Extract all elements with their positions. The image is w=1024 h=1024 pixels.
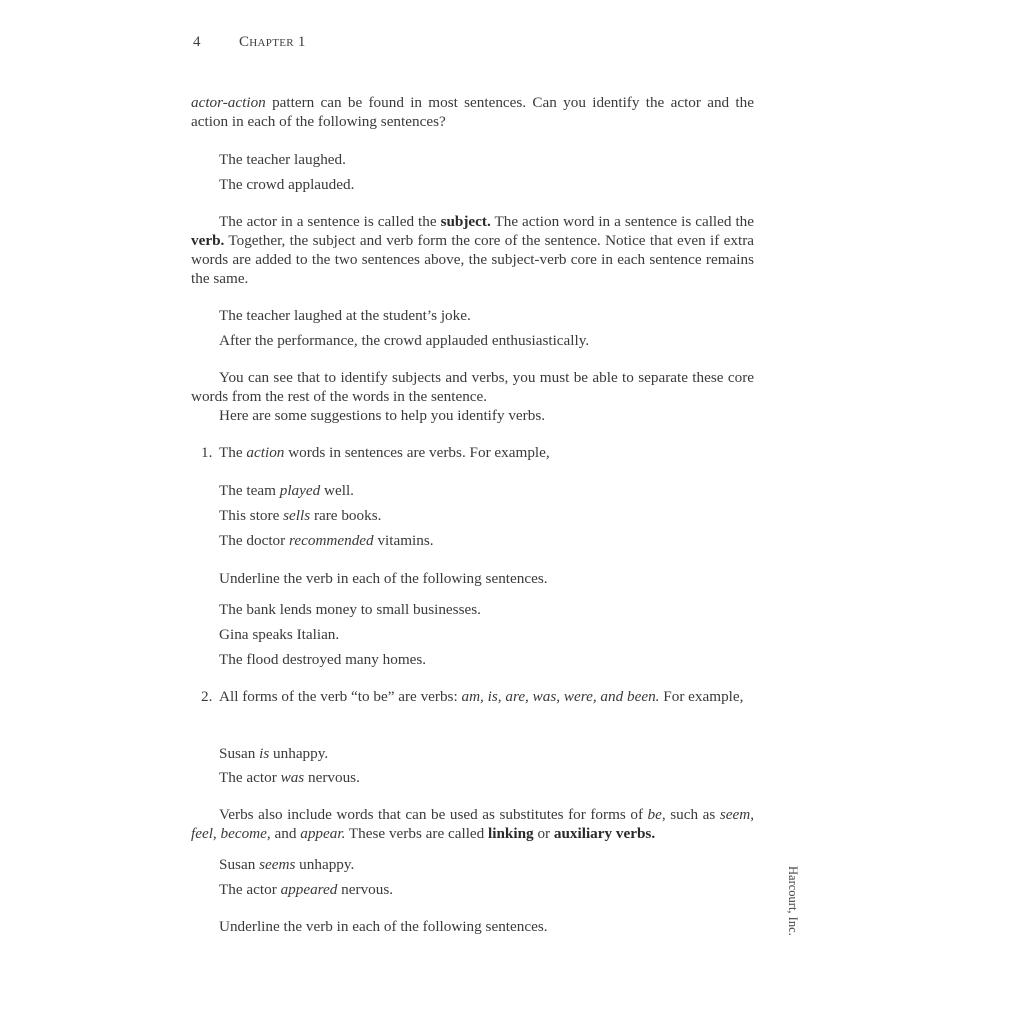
item-number: 2. bbox=[201, 688, 213, 705]
item-number: 1. bbox=[201, 444, 213, 461]
intro-paragraph bbox=[191, 93, 754, 131]
intro-text: pattern can be found in most sentences. Can you identify the actor and the action in each of the following sentences? bbox=[191, 94, 754, 130]
exercise-sentence: The flood destroyed many homes. bbox=[219, 651, 427, 668]
term-verb: verb. bbox=[191, 232, 225, 249]
example-sentence: Susan seems unhappy. bbox=[219, 856, 355, 873]
text-run: The action word in a sentence is called the bbox=[490, 213, 754, 230]
example-sentence: The crowd applauded. bbox=[219, 176, 355, 193]
term-linking: linking bbox=[488, 825, 534, 842]
example-sentence: After the performance, the crowd applauded enthusiastically. bbox=[219, 332, 590, 349]
exercise-sentence: The bank lends money to small businesses. bbox=[219, 601, 481, 618]
example-sentence: The doctor recommended vitamins. bbox=[219, 532, 434, 549]
italic-term: am, is, are, was, were, and been. bbox=[461, 688, 660, 705]
numbered-item-2 bbox=[201, 687, 754, 706]
example-sentence: Susan is unhappy. bbox=[219, 745, 329, 762]
term-subject: subject. bbox=[440, 213, 491, 230]
publisher-credit: Harcourt, Inc. bbox=[786, 866, 800, 936]
linking-verbs-paragraph: Verbs also include words that can be used as substitutes for forms of be, such as seem, feel, become, and appear. These verbs are called linking or auxiliary verbs. bbox=[191, 806, 754, 842]
italic-term: action bbox=[246, 444, 285, 461]
instruction: Underline the verb in each of the following sentences. bbox=[219, 570, 548, 587]
exercise-sentence: Gina speaks Italian. bbox=[219, 626, 340, 643]
separate-paragraph bbox=[191, 368, 754, 406]
text-run: You can see that to identify subjects and verbs, you must be able to separate these core words from the rest of the words in the sentence. bbox=[191, 369, 754, 405]
suggestions-line: Here are some suggestions to help you identify verbs. bbox=[219, 407, 546, 424]
verb: was bbox=[280, 769, 305, 786]
text-run: Together, the subject and verb form the core of the sentence. Notice that even if extra words are added to the two sentences above, the subject-verb core in each sentence remains the same. bbox=[191, 232, 754, 287]
running-header bbox=[193, 34, 306, 51]
intro-italic-term: actor-action bbox=[191, 94, 266, 111]
text-run: words in sentences are verbs. For example, bbox=[284, 444, 550, 461]
text-run: The actor in a sentence is called the bbox=[219, 213, 441, 230]
chapter-title: Chapter 1 bbox=[239, 34, 306, 50]
verb: appeared bbox=[280, 881, 338, 898]
verb: recommended bbox=[289, 532, 374, 549]
example-sentence: The actor appeared nervous. bbox=[219, 881, 394, 898]
verb: seems bbox=[259, 856, 296, 873]
example-sentence: The actor was nervous. bbox=[219, 769, 360, 786]
term-auxiliary-verbs: auxiliary verbs. bbox=[553, 825, 656, 842]
verb: played bbox=[279, 482, 321, 499]
text-run: For example, bbox=[659, 688, 744, 705]
page-number: 4 bbox=[193, 34, 201, 50]
text-run: The bbox=[219, 444, 247, 461]
numbered-item-1 bbox=[201, 443, 754, 462]
text-run: All forms of the verb “to be” are verbs: bbox=[219, 688, 462, 705]
example-sentence: The team played well. bbox=[219, 482, 354, 499]
verb: sells bbox=[283, 507, 311, 524]
instruction: Underline the verb in each of the following sentences. bbox=[219, 918, 548, 935]
example-sentence: The teacher laughed at the student’s joke. bbox=[219, 307, 471, 324]
verb: is bbox=[259, 745, 270, 762]
example-sentence: The teacher laughed. bbox=[219, 151, 346, 168]
example-sentence: This store sells rare books. bbox=[219, 507, 382, 524]
subject-verb-paragraph bbox=[191, 212, 754, 288]
